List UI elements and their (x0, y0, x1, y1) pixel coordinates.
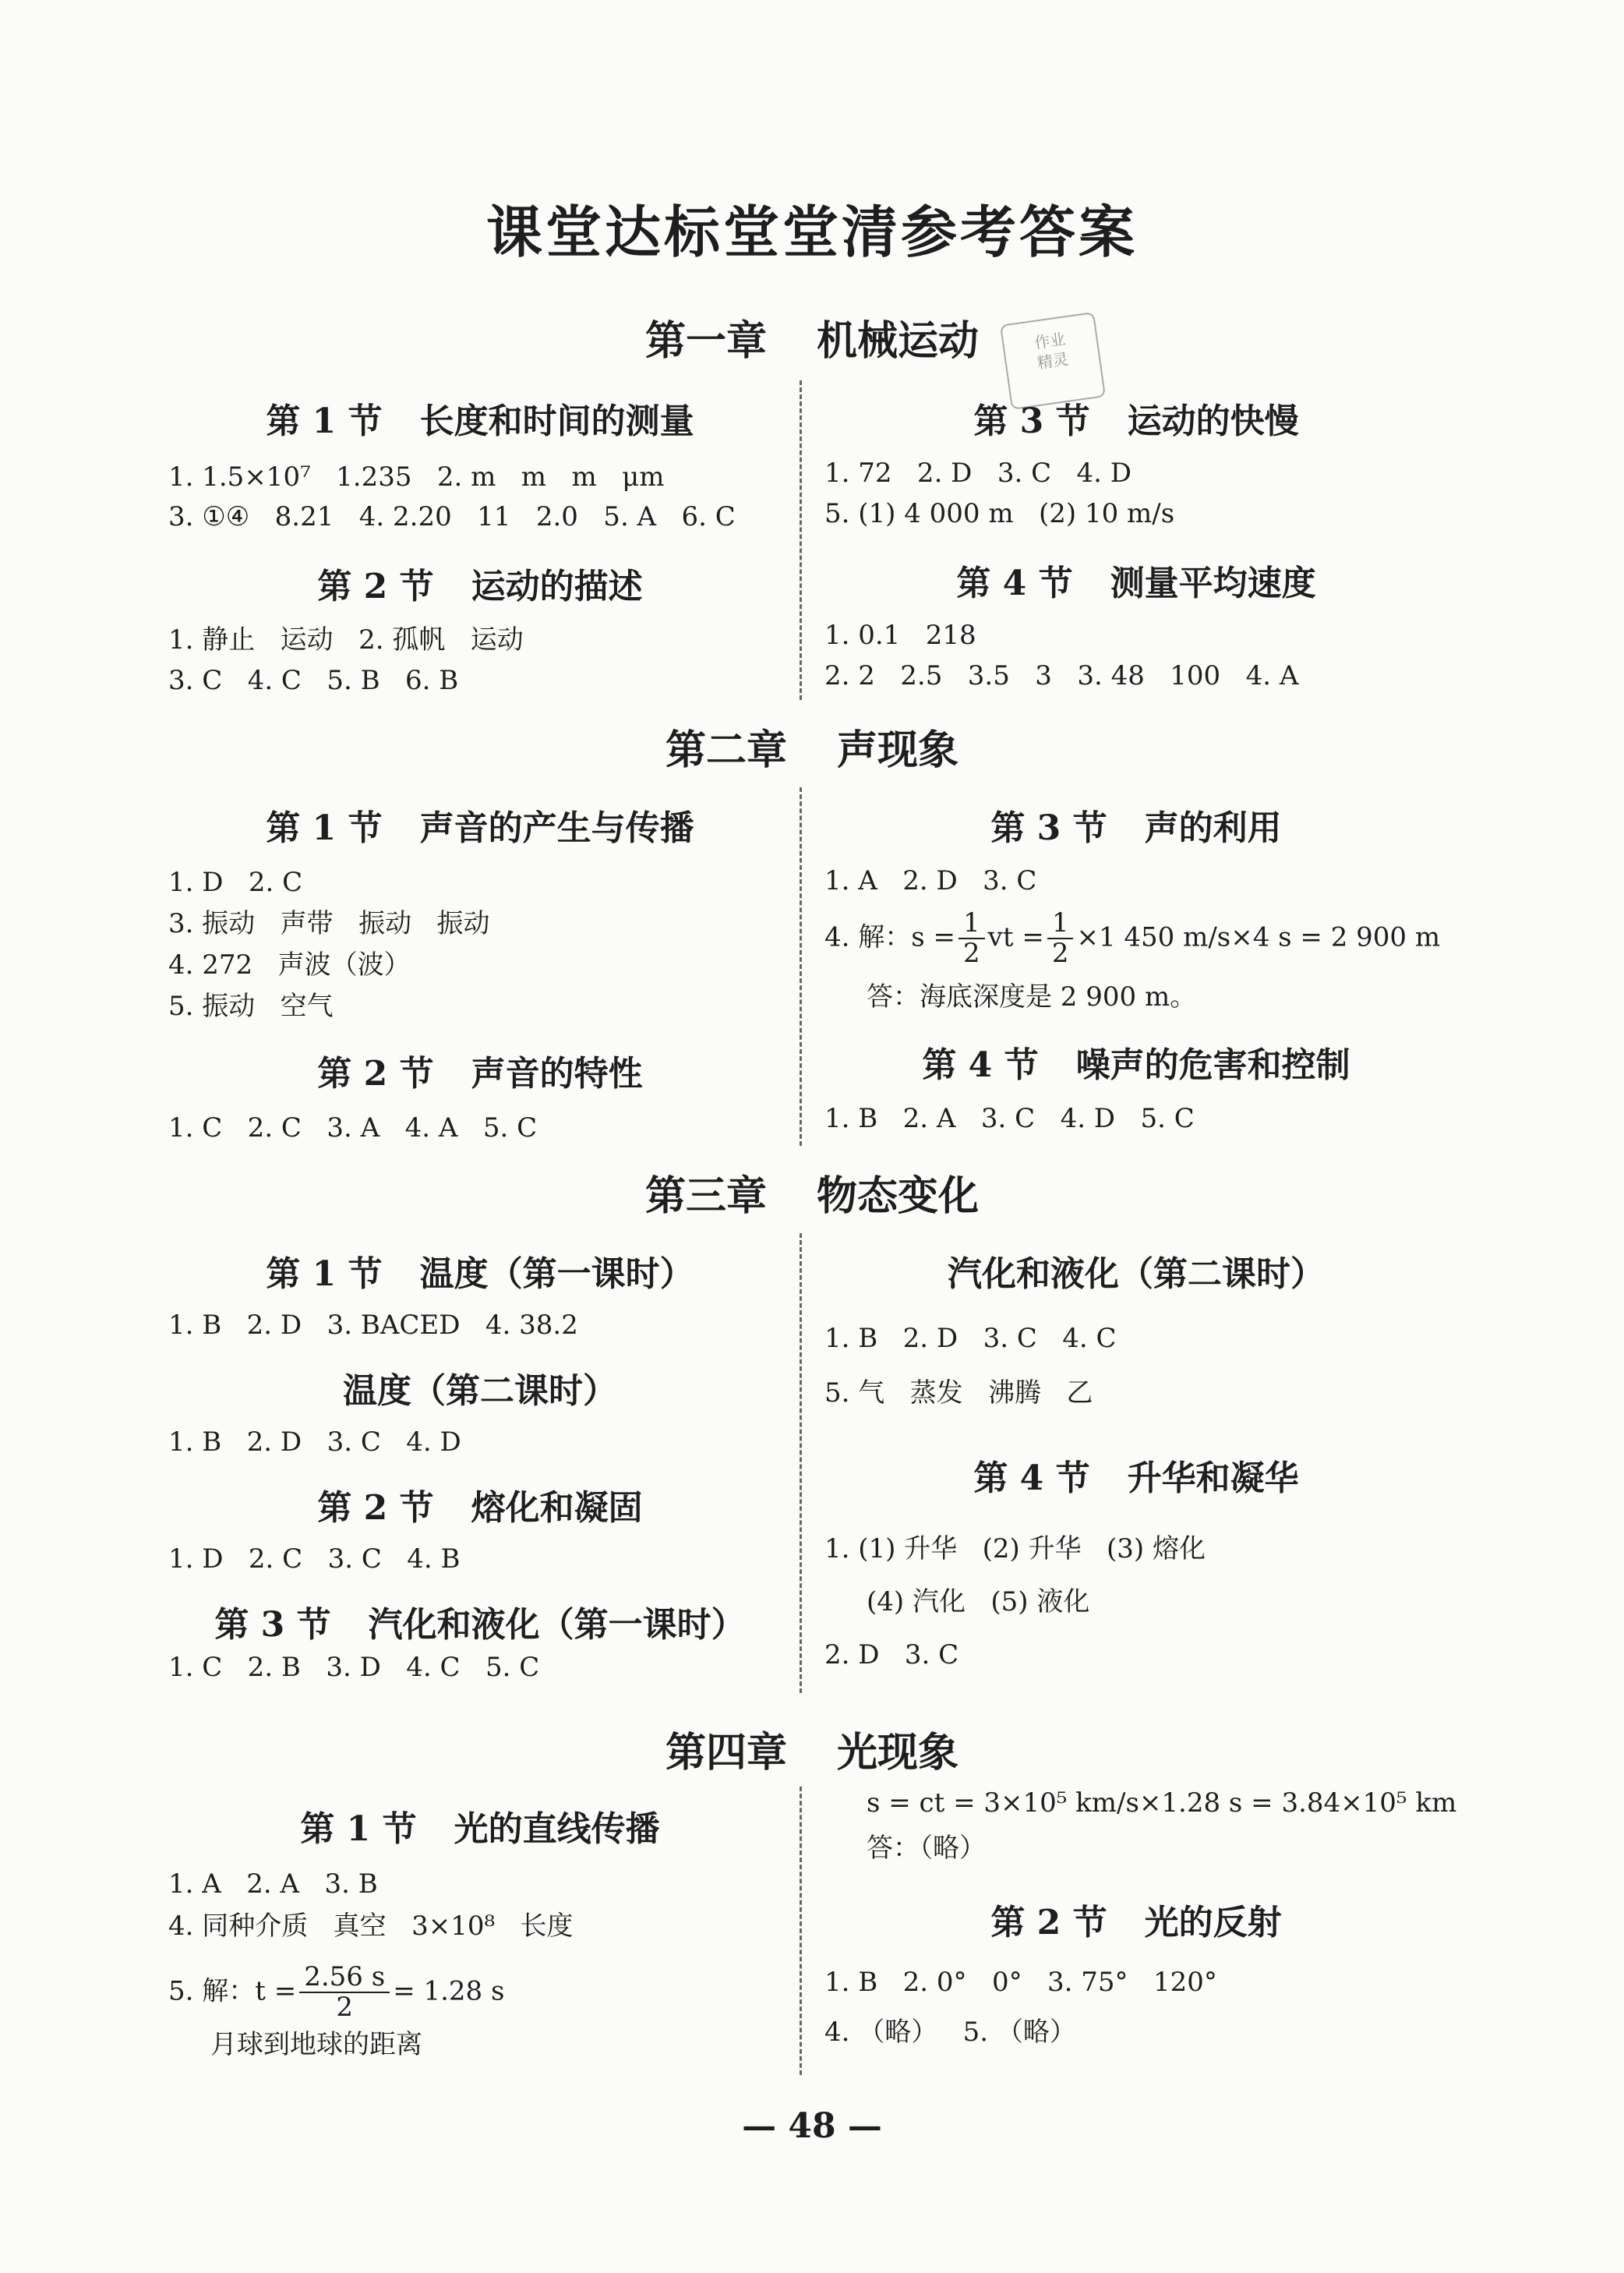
answer-line: 月球到地球的距离 (210, 2029, 422, 2060)
answer-line: 1. 72 2. D 3. C 4. D (824, 458, 1132, 489)
ch1-sec1-heading: 第 1 节 长度和时间的测量 (266, 401, 694, 441)
answer-line: 1. (1) 升华 (2) 升华 (3) 熔化 (824, 1533, 1206, 1564)
answer-line: 1. B 2. A 3. C 4. D 5. C (824, 1103, 1195, 1134)
answer-line: 1. 1.5×10⁷ 1.235 2. m m m μm (168, 461, 665, 493)
column-divider (800, 1233, 802, 1693)
answer-line: 4. 272 声波（波） (168, 949, 411, 981)
answer-line: (4) 汽化 (5) 液化 (867, 1586, 1090, 1617)
chapter-4-heading (0, 1720, 1624, 1778)
answer-line: 答：（略） (867, 1833, 986, 1864)
answer-line: 1. D 2. C 3. C 4. B (168, 1543, 461, 1575)
answer-line: 4. （略） 5. （略） (824, 2017, 1076, 2048)
chapter-2-name: 声现象 (837, 726, 959, 774)
column-divider (800, 1787, 802, 2075)
ch2-sec1-heading: 第 1 节 声音的产生与传播 (266, 808, 694, 848)
answer-line: 1. B 2. 0° 0° 3. 75° 120° (824, 1967, 1217, 1998)
answer-line: 2. D 3. C (824, 1639, 959, 1670)
ch3-sec3b-heading: 汽化和液化（第二课时） (948, 1254, 1325, 1294)
answer-line: 1. C 2. C 3. A 4. A 5. C (168, 1112, 538, 1144)
answer-line: 5. 气 蒸发 沸腾 乙 (824, 1377, 1093, 1409)
chapter-4-number: 第四章 (665, 1729, 787, 1776)
answer-line: 3. 振动 声带 振动 振动 (168, 908, 490, 939)
answer-line: 2. 2 2.5 3.5 3 3. 48 100 4. A (824, 660, 1299, 691)
answer-line: 答：海底深度是 2 900 m。 (867, 981, 1197, 1013)
answer-line-formula: 5. 解：t = $\frac{2.56 s}{2}$ = 1.28 s (168, 1961, 505, 2024)
answer-line: 1. B 2. D 3. BACED 4. 38.2 (168, 1310, 578, 1341)
chapter-1-number: 第一章 (644, 317, 767, 365)
ch3-sec1-heading: 第 1 节 温度（第一课时） (266, 1254, 694, 1294)
page-title: 课堂达标堂堂清参考答案 (485, 199, 1138, 265)
fraction: $\frac{1}{2}$ (959, 909, 985, 969)
answer-line: 5. (1) 4 000 m (2) 10 m/s (824, 498, 1175, 529)
ch2-sec4-heading: 第 4 节 噪声的危害和控制 (922, 1045, 1350, 1085)
chapter-3-number: 第三章 (644, 1172, 767, 1220)
ch3-sec3-heading: 第 3 节 汽化和液化（第一课时） (214, 1605, 746, 1645)
answer-line: s = ct = 3×10⁵ km/s×1.28 s = 3.84×10⁵ km (867, 1787, 1457, 1819)
answer-line: 1. 0.1 218 (824, 620, 976, 651)
ch1-sec3-heading: 第 3 节 运动的快慢 (973, 401, 1299, 441)
answer-line: 1. C 2. B 3. D 4. C 5. C (168, 1652, 540, 1683)
chapter-1-heading (0, 308, 1624, 366)
column-divider (800, 787, 802, 1146)
answer-line: 3. C 4. C 5. B 6. B (168, 665, 459, 696)
ch4-sec1-heading: 第 1 节 光的直线传播 (300, 1809, 660, 1849)
ch4-sec2-heading: 第 2 节 光的反射 (990, 1903, 1282, 1942)
answer-line: 3. ①④ 8.21 4. 2.20 11 2.0 5. A 6. C (168, 501, 736, 532)
answer-line: 1. B 2. D 3. C 4. D (168, 1426, 461, 1458)
answer-line: 1. B 2. D 3. C 4. C (824, 1323, 1117, 1354)
fraction: $\frac{1}{2}$ (1047, 909, 1074, 969)
answer-line: 1. A 2. A 3. B (168, 1868, 378, 1900)
answer-line: 5. 振动 空气 (168, 991, 334, 1022)
chapter-1-name: 机械运动 (817, 317, 980, 365)
answer-line: 4. 同种介质 真空 3×10⁸ 长度 (168, 1911, 574, 1942)
chapter-2-number: 第二章 (665, 726, 787, 774)
page-number: — 48 — (742, 2106, 882, 2146)
ch3-sec2-heading: 第 2 节 熔化和凝固 (317, 1488, 643, 1528)
answer-line-formula: 4. 解：s = $\frac{1}{2}$ vt = $\frac{1}{2}$ ×1 450 m/s×4 s = 2 900 m (824, 907, 1441, 970)
stamp-logo: 作业 精灵 (1000, 312, 1106, 410)
fraction: $\frac{2.56 s}{2}$ (299, 1963, 390, 2023)
ch2-sec2-heading: 第 2 节 声音的特性 (317, 1054, 643, 1094)
ch3-sec4-heading: 第 4 节 升华和凝华 (973, 1458, 1299, 1498)
ch1-sec4-heading: 第 4 节 测量平均速度 (956, 564, 1316, 603)
chapter-3-name: 物态变化 (817, 1172, 980, 1220)
chapter-4-name: 光现象 (837, 1729, 959, 1776)
ch2-sec3-heading: 第 3 节 声的利用 (990, 808, 1282, 848)
chapter-2-heading (0, 717, 1624, 776)
answer-line: 1. D 2. C (168, 867, 303, 898)
answer-line: 1. A 2. D 3. C (824, 865, 1037, 896)
column-divider (800, 380, 802, 700)
ch3-sec1b-heading: 温度（第二课时） (343, 1371, 617, 1411)
answer-line: 1. 静止 运动 2. 孤帆 运动 (168, 624, 524, 656)
ch1-sec2-heading: 第 2 节 运动的描述 (317, 567, 643, 606)
chapter-3-heading (0, 1163, 1624, 1221)
